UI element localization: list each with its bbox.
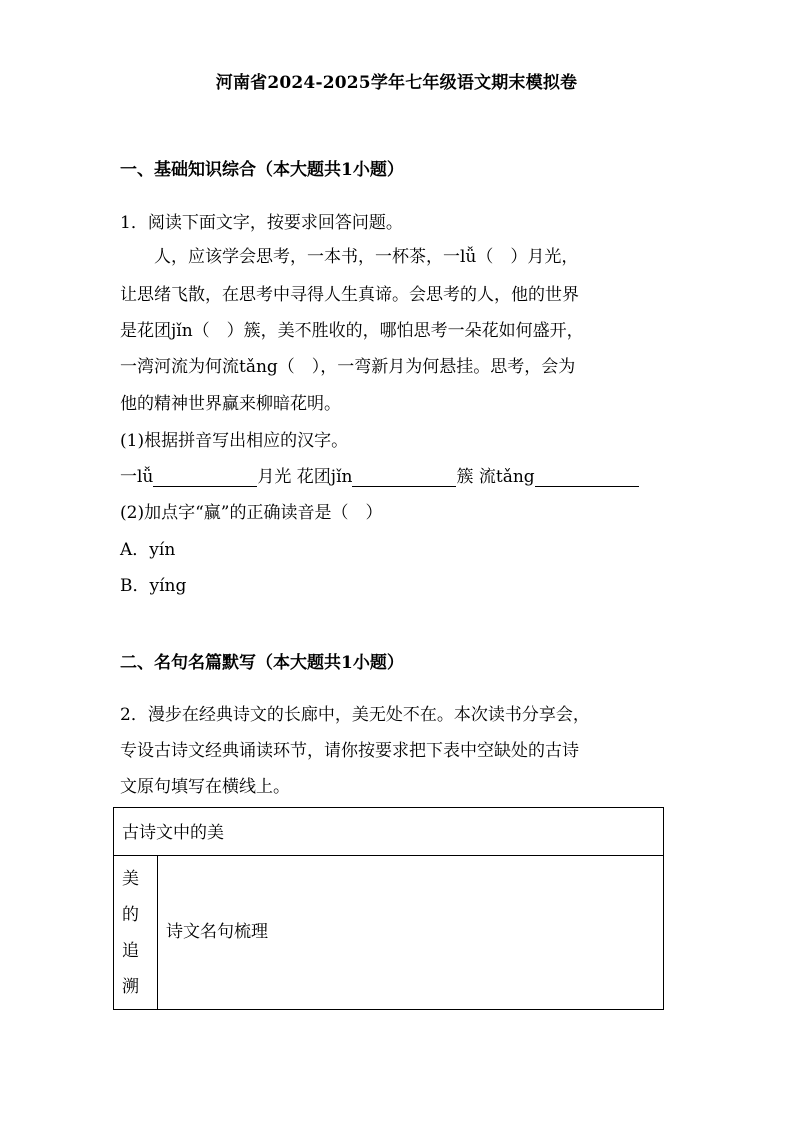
question1-intro: 1．阅读下面文字，按要求回答问题。 (120, 213, 403, 233)
passage-line-2: 让思绪飞散，在思考中寻得人生真谛。会思考的人，他的世界 (120, 285, 579, 305)
table-left-char-2: 的 (122, 905, 139, 925)
fill-a-suffix: 月光 (257, 467, 292, 487)
passage-line-1: 人，应该学会思考，一本书，一杯茶，一lǚ（ ）月光， (154, 247, 579, 267)
section1-heading: 一、基础知识综合（本大题共1小题） (120, 160, 404, 180)
table-header-row (114, 808, 663, 856)
fill-in-line (120, 462, 639, 487)
passage-line-5: 他的精神世界赢来柳暗花明。 (120, 394, 341, 414)
question2-line-1: 2．漫步在经典诗文的长廊中，美无处不在。本次读书分享会， (120, 705, 590, 725)
table-left-char-4: 溯 (122, 977, 139, 997)
subquestion-1: (1)根据拼音写出相应的汉字。 (120, 431, 349, 451)
table-left-char-3: 追 (122, 941, 139, 961)
table-right-cell: 诗文名句梳理 (166, 922, 268, 942)
fill-a-blank[interactable] (153, 468, 257, 487)
document-title: 河南省2024-2025学年七年级语文期末模拟卷 (215, 73, 578, 93)
table-header-cell: 古诗文中的美 (122, 823, 224, 843)
subquestion-2: (2)加点字“赢”的正确读音是（ ） (120, 503, 383, 523)
poetry-table (113, 807, 664, 1010)
section2-heading: 二、名句名篇默写（本大题共1小题） (120, 653, 404, 673)
fill-b-suffix: 簇 (456, 467, 474, 487)
passage-line-4: 一湾河流为何流tǎng（ ），一弯新月为何悬挂。思考，会为 (120, 357, 576, 377)
question2-line-3: 文原句填写在横线上。 (120, 777, 290, 797)
passage-line-3: 是花团jǐn（ ）簇，美不胜收的，哪怕思考一朵花如何盛开， (120, 321, 584, 341)
option-b[interactable]: B．yíng (120, 576, 187, 596)
table-left-char-1: 美 (122, 869, 139, 889)
table-left-column (114, 856, 158, 1009)
fill-b-prefix: 花团jǐn (296, 467, 353, 487)
fill-b-blank[interactable] (352, 468, 456, 487)
question2-line-2: 专设古诗文经典诵读环节，请你按要求把下表中空缺处的古诗 (120, 741, 579, 761)
option-a[interactable]: A．yín (120, 540, 176, 560)
fill-c-blank[interactable] (535, 468, 639, 487)
fill-a-prefix: 一lǚ (120, 467, 154, 487)
fill-c-prefix: 流tǎng (478, 467, 535, 487)
